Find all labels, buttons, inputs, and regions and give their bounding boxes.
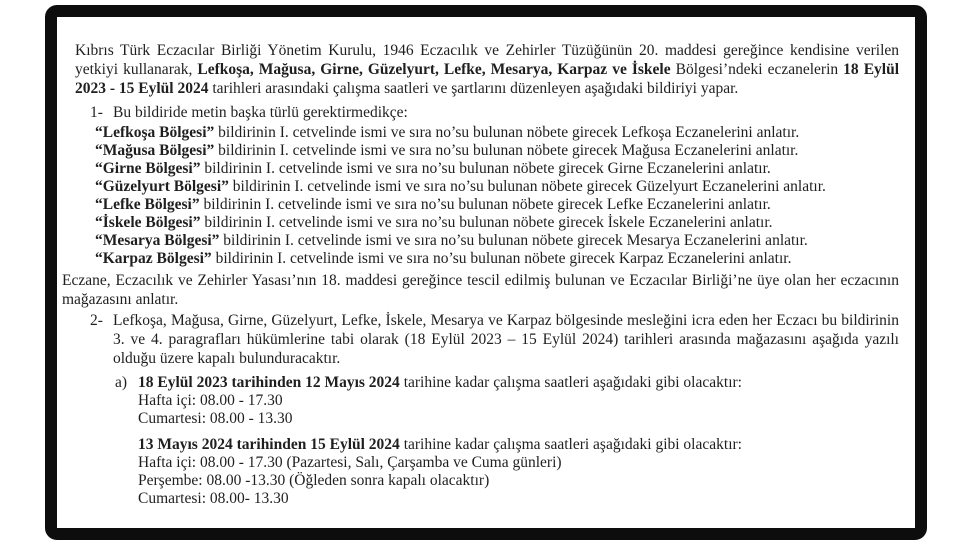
sub-item-a-marker: a) <box>115 374 128 391</box>
intro-daterange-bold: 18 Eylül 2023 - 15 Eylül 2024 <box>75 61 900 97</box>
list-marker-2: 2- <box>90 312 103 329</box>
definition-line-mesarya <box>95 232 899 250</box>
period2-heading-rest: tarihine kadar çalışma saatleri aşağıdaki gibi olacaktır: <box>399 436 742 453</box>
item2-text: Lefkoşa, Mağusa, Girne, Güzelyurt, Lefke, İskele, Mesarya ve Karpaz bölgesinde mesleğini icra eden her Eczacı bu bildirinin 3. ve 4. paragrafları hükümlerine tabi olarak (18 Eylül 2023 – 15 Eylül 2024) tarihleri arasında mağazasını aşağıda yazılı olduğu üzere kapalı bulunduracaktır. <box>113 312 899 367</box>
definition-text: bildirinin I. cetvelinde ismi ve sıra no’su bulunan nöbete girecek Mağusa Eczanelerini anlatır. <box>214 142 799 159</box>
definition-term: “Lefke Bölgesi” <box>95 196 200 213</box>
definition-text: bildirinin I. cetvelinde ismi ve sıra no’su bulunan nöbete girecek Lefkoşa Eczanelerini anlatır. <box>214 124 800 141</box>
period2-daterange-bold: 13 Mayıs 2024 tarihinden 15 Eylül 2024 <box>138 436 400 453</box>
definition-line-karpaz <box>95 250 899 268</box>
definition-line-guzelyurt <box>95 178 899 196</box>
list-marker-1: 1- <box>90 104 103 121</box>
definition-term: “Güzelyurt Bölgesi” <box>95 178 229 195</box>
period1-heading-rest: tarihine kadar çalışma saatleri aşağıdaki gibi olacaktır: <box>399 374 742 391</box>
note-paragraph: Eczane, Eczacılık ve Zehirler Yasası’nın 18. maddesi gereğince tescil edilmiş bulunan ve Eczacılar Birliği’ne üye olan her eczacının mağazasını anlatır. <box>62 272 899 308</box>
intro-text: tarihleri arasındaki çalışma saatleri ve şartlarını düzenleyen aşağıdaki bildiriyi yapar. <box>208 80 739 97</box>
intro-paragraph <box>75 41 899 98</box>
definition-line-girne <box>95 160 899 178</box>
definition-line-magusa <box>95 142 899 160</box>
intro-text: Kıbrıs Türk Eczacılar Birliği Yönetim Kurulu, 1946 Eczacılık ve Zehirler Tüzüğünün 20. maddesi gereğince kendisine verilen yetkiyi kullanarak, <box>75 42 899 78</box>
sub-item-a <box>115 374 899 508</box>
period2-block <box>138 436 899 508</box>
definition-term: “Mağusa Bölgesi” <box>95 142 215 159</box>
period2-heading <box>138 436 899 454</box>
list-item-2 <box>75 311 899 368</box>
period1-saturday-hours: Cumartesi: 08.00 - 13.30 <box>138 410 293 427</box>
definition-text: bildirinin I. cetvelinde ismi ve sıra no’su bulunan nöbete girecek Mesarya Eczanelerini anlatır. <box>219 232 808 249</box>
document-page <box>57 17 915 528</box>
intro-text: Bölgesi’ndeki eczanelerin <box>670 61 844 78</box>
list-item-1 <box>75 103 899 122</box>
definition-line-lefke <box>95 196 899 214</box>
definition-text: bildirinin I. cetvelinde ismi ve sıra no’su bulunan nöbete girecek Güzelyurt Eczanelerini anlatır. <box>228 178 826 195</box>
definition-term: “Karpaz Bölgesi” <box>95 250 212 267</box>
definition-term: “Lefkoşa Bölgesi” <box>95 124 215 141</box>
definition-text: bildirinin I. cetvelinde ismi ve sıra no’su bulunan nöbete girecek Karpaz Eczanelerini anlatır. <box>211 250 792 267</box>
period2-weekday-hours: Hafta içi: 08.00 - 17.30 (Pazartesi, Salı, Çarşamba ve Cuma günleri) <box>138 454 562 471</box>
scanned-page-frame <box>45 5 927 540</box>
item1-lead: Bu bildiride metin başka türlü gerektirmedikçe: <box>113 104 408 121</box>
period1-weekday-hours: Hafta içi: 08.00 - 17.30 <box>138 392 283 409</box>
definition-term: “İskele Bölgesi” <box>95 214 201 231</box>
period2-saturday-hours: Cumartesi: 08.00- 13.30 <box>138 490 289 507</box>
period1-hours <box>138 392 899 428</box>
definition-line-lefkosa <box>95 124 899 142</box>
period1-heading <box>115 374 899 392</box>
period1-daterange-bold: 18 Eylül 2023 tarihinden 12 Mayıs 2024 <box>138 374 400 391</box>
intro-regions-bold: Lefkoşa, Mağusa, Girne, Güzelyurt, Lefke, Mesarya, Karpaz ve İskele <box>197 61 671 78</box>
definition-text: bildirinin I. cetvelinde ismi ve sıra no’su bulunan nöbete girecek Girne Eczanelerini anlatır. <box>200 160 771 177</box>
period2-thursday-hours: Perşembe: 08.00 -13.30 (Öğleden sonra kapalı olacaktır) <box>138 472 490 489</box>
definition-text: bildirinin I. cetvelinde ismi ve sıra no’su bulunan nöbete girecek İskele Eczanelerini anlatır. <box>200 214 773 231</box>
definition-text: bildirinin I. cetvelinde ismi ve sıra no’su bulunan nöbete girecek Lefke Eczanelerini anlatır. <box>199 196 771 213</box>
region-definitions <box>95 124 899 268</box>
definition-term: “Mesarya Bölgesi” <box>95 232 220 249</box>
spacer <box>115 428 899 436</box>
definition-line-iskele <box>95 214 899 232</box>
definition-term: “Girne Bölgesi” <box>95 160 201 177</box>
period1-heading-text <box>138 374 742 392</box>
